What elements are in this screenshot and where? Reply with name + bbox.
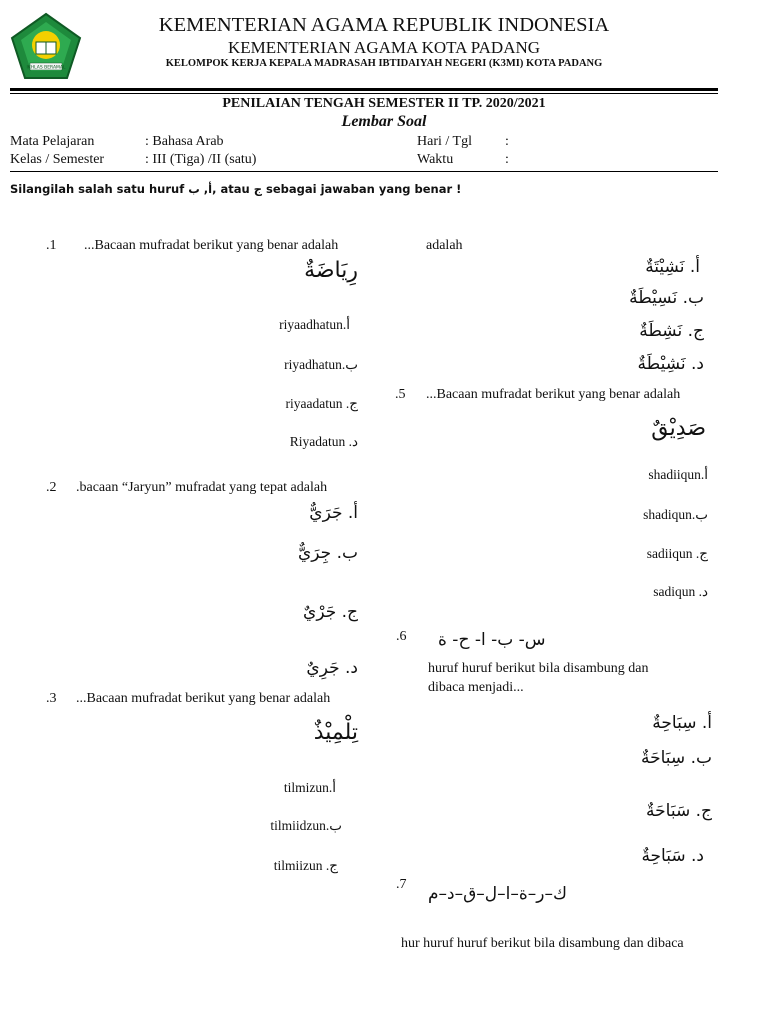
q5-option-d[interactable]: sadiqun .د	[653, 584, 708, 599]
q6-option-b[interactable]: ب. سِبَاحَةٌ	[641, 748, 712, 768]
q7-number: .7	[396, 877, 407, 892]
q5-option-b[interactable]: shadiqun.ب	[643, 507, 708, 522]
q1-option-a[interactable]: riyaadhatun.أ	[279, 317, 350, 332]
q3-text: ...Bacaan mufradat berikut yang benar adalah	[76, 691, 331, 706]
q6-number: .6	[396, 629, 407, 644]
q6-letters: س- ب- ا- ح- ة	[438, 630, 546, 650]
q3-option-b[interactable]: tilmiidzun.ب	[270, 818, 342, 833]
q2-option-c[interactable]: ج. جَرْيٌ	[303, 602, 358, 622]
q6-option-d[interactable]: د. سَبَاحِةٌ	[641, 846, 704, 866]
q6-option-c[interactable]: ج. سَبَاحَةٌ	[646, 801, 712, 821]
q5-option-a[interactable]: shadiiqun.أ	[648, 467, 708, 482]
q5-arabic-word: صَدِيْقٌ	[651, 416, 706, 441]
header-k3mi: KELOMPOK KERJA KEPALA MADRASAH IBTIDAIYAH NEGERI (K3MI) KOTA PADANG	[165, 58, 603, 69]
q5-number: .5	[395, 387, 406, 402]
q6-text-line2: dibaca menjadi...	[428, 680, 524, 695]
q2-option-b[interactable]: ب. جِرَيٌّ	[297, 543, 358, 563]
header-ministry: KEMENTERIAN AGAMA REPUBLIK INDONESIA	[158, 14, 610, 36]
q1-arabic-word: رِيَاضَةٌ	[304, 258, 358, 283]
header-city-office: KEMENTERIAN AGAMA KOTA PADANG	[227, 38, 541, 57]
q4-option-c[interactable]: ج. نَشِطَةٌ	[639, 321, 704, 341]
exam-title: PENILAIAN TENGAH SEMESTER II TP. 2020/2021	[222, 96, 546, 111]
q1-option-b[interactable]: riyadhatun.ب	[284, 357, 358, 372]
header-rule-thick	[10, 88, 718, 91]
q5-text: ...Bacaan mufradat berikut yang benar adalah	[426, 387, 681, 402]
day-label: Hari / Tgl	[417, 134, 472, 149]
instruction: Silangilah salah satu huruf أ, ب, atau ج sebagai jawaban yang benar !	[10, 182, 462, 196]
q1-text: ...Bacaan mufradat berikut yang benar adalah	[84, 238, 339, 253]
subject-label: Mata Pelajaran	[10, 134, 95, 149]
subject-value: : Bahasa Arab	[145, 134, 224, 149]
q2-option-a[interactable]: أ. جَرَيٌّ	[309, 503, 358, 523]
q1-option-c[interactable]: riyaadatun .ج	[285, 396, 358, 411]
q4-option-b[interactable]: ب. نَسِيْطَةٌ	[629, 288, 704, 308]
class-label: Kelas / Semester	[10, 152, 105, 167]
q3-option-a[interactable]: tilmizun.أ	[283, 780, 336, 795]
q1-option-d[interactable]: Riyadatun .د	[289, 434, 358, 449]
q6-option-a[interactable]: أ. سِبَاحِةٌ	[652, 713, 712, 733]
time-label: Waktu	[417, 152, 454, 167]
q4-cont-text: adalah	[426, 238, 463, 253]
q6-text-line1: huruf huruf berikut bila disambung dan	[428, 661, 649, 676]
logo-text: IKHLAS BERAMAL	[26, 65, 66, 71]
q2-option-d[interactable]: د. جَرِيٌ	[306, 658, 358, 678]
q1-number: .1	[46, 238, 57, 253]
q5-option-c[interactable]: sadiiqun .ج	[646, 546, 708, 561]
q2-text: .bacaan “Jaryun” mufradat yang tepat adalah	[76, 480, 328, 495]
class-value: : III (Tiga) /II (satu)	[145, 152, 257, 167]
header-rule-thin	[10, 93, 718, 94]
q3-arabic-word: تِلْمِيْذٌ	[313, 720, 358, 745]
q4-option-a[interactable]: أ. نَشِيْتَةٌ	[645, 257, 700, 277]
q3-number: .3	[46, 691, 57, 706]
q2-number: .2	[46, 480, 57, 495]
sheet-title: Lembar Soal	[341, 113, 427, 130]
time-value: :	[505, 152, 509, 167]
q4-option-d[interactable]: د. نَشِيْطَةٌ	[637, 354, 704, 374]
q7-text: hur huruf huruf berikut bila disambung dan dibaca	[401, 936, 684, 951]
day-value: :	[505, 134, 509, 149]
q7-letters: ك–ر–ة–ا–ل–ق–د–م	[428, 884, 567, 904]
info-rule	[10, 171, 718, 172]
q3-option-c[interactable]: tilmiizun .ج	[273, 858, 338, 873]
